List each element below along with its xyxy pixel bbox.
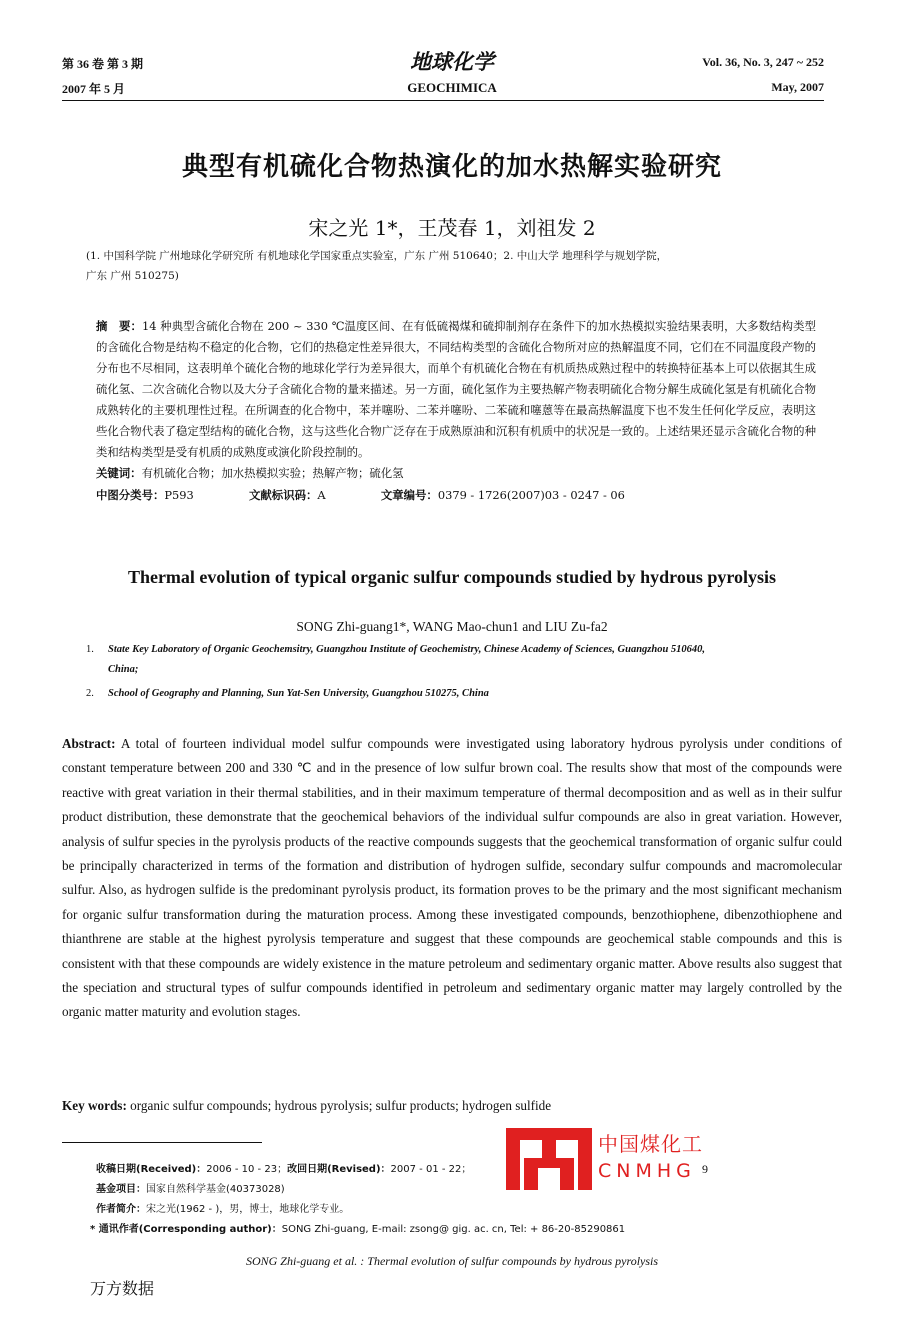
watermark-block xyxy=(542,1128,556,1158)
abstract-en xyxy=(62,732,842,1025)
article-no-value: 0379 - 1726(2007)03 - 0247 - 06 xyxy=(437,488,625,502)
revised-label: 改回日期(Revised)： xyxy=(287,1164,391,1175)
article-no-label: 文章编号： xyxy=(380,488,438,502)
affiliation-cn-line1: (1. 中国科学院 广州地球化学研究所 有机地球化学国家重点实验室，广东 广州 510640；2. 中山大学 地理科学与规划学院， xyxy=(86,250,668,262)
keywords-en-row xyxy=(62,1098,842,1114)
journal-title-cn: 地球化学 xyxy=(410,49,494,74)
abstract-cn-text: 14 种典型含硫化合物在 200 ~ 330 ℃温度区间、在有低硫褐煤和硫抑制剂存在条件下的加水热模拟实验结果表明，大多数结构类型的含硫化合物是结构不稳定的化合物，它们的热稳定性差异很大，不同结构类型的含硫化合物所对应的热解温度不同，它们在不同温度段产物的分布也不尽相同，这表明单个硫化合物的地球化学行为差异很大，而单个有机硫化合物在有机质热成熟过程中的转换特征基本上可以依据其生成硫化氢、二次含硫化合物以及大分子含硫化合物的量来描述。另一方面，硫化氢作为主要热解产物表明硫化合物分解生成硫化氢是有机硫化合物成熟转化的主要机理性过程。在所调查的化合物中，苯并噻吩、二苯并噻吩、二苯硫和噻蒽等在最高热解温度下也不发生任何化学反应，表明这些化合物代表了稳定型结构的硫化合物，这与这些化合物广泛存在于成熟原油和沉积有机质中的状况是一致的。上述结果还显示含硫化合物的种类和结构类型是受有机质的成熟度或演化阶段控制的。 xyxy=(96,319,816,459)
footnote-rule xyxy=(62,1142,262,1143)
header-rule xyxy=(62,100,824,101)
abstract-en-label: Abstract: xyxy=(62,736,116,751)
revised-value: 2007 - 01 - 22； xyxy=(390,1164,472,1175)
affiliations-cn xyxy=(86,246,816,286)
affiliation-en-2-no: 2. xyxy=(86,688,94,699)
author-bio-value: 宋之光(1962 - )，男，博士，地球化学专业。 xyxy=(146,1204,350,1215)
footnote-author xyxy=(96,1200,696,1220)
watermark-name-cn: 中国煤化工 xyxy=(598,1132,703,1156)
abstract-cn xyxy=(96,316,816,506)
authors-cn: 宋之光 1*，王茂春 1，刘祖发 2 xyxy=(308,216,596,240)
watermark-name-en: CNMHG xyxy=(598,1160,696,1182)
fund-value: 国家自然科学基金(40373028) xyxy=(146,1184,285,1195)
fund-label: 基金项目： xyxy=(96,1184,146,1195)
keywords-en: organic sulfur compounds; hydrous pyrolysis; sulfur products; hydrogen sulfide xyxy=(130,1098,552,1113)
abstract-cn-label: 摘 要： xyxy=(96,319,143,333)
running-footer: SONG Zhi-guang et al. : Thermal evolution of sulfur compounds by hydrous pyrolysis xyxy=(245,1254,659,1268)
date-cn: 2007 年 5 月 xyxy=(62,82,126,96)
journal-title-en: GEOCHIMICA xyxy=(407,80,497,95)
classification-row xyxy=(96,485,816,506)
corresponding-value: SONG Zhi-guang, E-mail: zsong@ gig. ac. cn, Tel: + 86-20-85290861 xyxy=(281,1224,626,1235)
clc-label: 中图分类号： xyxy=(96,488,165,502)
watermark-block xyxy=(524,1158,574,1168)
corresponding-label: * 通讯作者(Corresponding author)： xyxy=(90,1224,282,1235)
paper-title-cn: 典型有机硫化合物热演化的加水热解实验研究 xyxy=(181,152,722,182)
affiliation-cn-line2: 广东 广州 510275) xyxy=(86,270,179,282)
date-en: May, 2007 xyxy=(771,80,824,94)
received-value: 2006 - 10 - 23； xyxy=(206,1164,288,1175)
watermark-block xyxy=(578,1128,592,1190)
authors-en: SONG Zhi-guang1*, WANG Mao-chun1 and LIU Zu-fa2 xyxy=(296,619,608,634)
author-bio-label: 作者简介： xyxy=(96,1204,146,1215)
clc-value: P593 xyxy=(164,488,194,502)
volume-en: Vol. 36, No. 3, 247 ~ 252 xyxy=(702,55,824,69)
source-mark: 万方数据 xyxy=(90,1279,155,1298)
doc-code-label: 文献标识码： xyxy=(249,488,318,502)
affiliation-en-1 xyxy=(86,640,826,680)
affiliation-en-1-line1: State Key Laboratory of Organic Geochemsitry, Guangzhou Institute of Geochemistry, Chinese Academy of Sciences, Guangzhou 510640, xyxy=(108,644,706,655)
volume-cn: 第 36 卷 第 3 期 xyxy=(62,57,144,71)
keywords-cn-row xyxy=(96,463,816,484)
keywords-cn-label: 关键词： xyxy=(96,466,142,480)
watermark-block xyxy=(506,1128,520,1190)
paper-title-en: Thermal evolution of typical organic sulfur compounds studied by hydrous pyrolysis xyxy=(127,567,777,587)
watermark-logo xyxy=(506,1128,732,1190)
affiliation-en-1-no: 1. xyxy=(86,644,94,655)
abstract-en-text: A total of fourteen individual model sulfur compounds were investigated using laboratory hydrous pyrolysis under conditions of constant temperature between 200 and 330 ℃ and in the presence of low sulfur brown coal. The results show that most of the compounds were reactive with great variation in their thermal stabilities, and in their maximum temperature of thermal decomposition and as well as in their sulfur product distribution, these demonstrate that the geochemical behaviors of the individual sulfur compounds are also in great variation. However, analysis of sulfur species in the pyrolysis products of the reactive compounds suggests that the geochemical transformation of organic sulfur could be principally characterized in terms of the formation and distribution of hydrogen sulfide, secondary sulfur compounds and macromolecular sulfur. Also, as hydrogen sulfide is the predominant pyrolysis product, its formation proves to be the primary and the most significant mechanism for organic sulfur transformation during the maturation process. Among these investigated compounds, benzothiophene, dibenzothiophene and thianthrene are stable at the highest pyrolysis temperature and suggest that these compounds are geochemical stable compounds and this is consistent with that these compounds are widely existence in the mature petroleum and sedimentary organic matter. Above results also suggest that the speciation and structural types of sulfur compounds identified in petroleum and sedimentary organic matter may largely controlled by the organic matter maturity and evolution stages. xyxy=(62,736,842,1020)
doc-code-value: A xyxy=(317,488,326,502)
affiliation-en-1-line2: China; xyxy=(108,664,139,675)
affiliation-en-2 xyxy=(86,684,826,704)
watermark-mark-digit: 9 xyxy=(702,1162,708,1176)
footnote-corresponding xyxy=(90,1220,710,1240)
affiliation-en-2-text: School of Geography and Planning, Sun Yat-Sen University, Guangzhou 510275, China xyxy=(108,688,489,699)
watermark-mark-icon xyxy=(506,1128,592,1190)
received-label: 收稿日期(Received)： xyxy=(96,1164,207,1175)
keywords-en-label: Key words: xyxy=(62,1098,127,1113)
keywords-cn: 有机硫化合物；加水热模拟实验；热解产物；硫化氢 xyxy=(141,466,404,480)
